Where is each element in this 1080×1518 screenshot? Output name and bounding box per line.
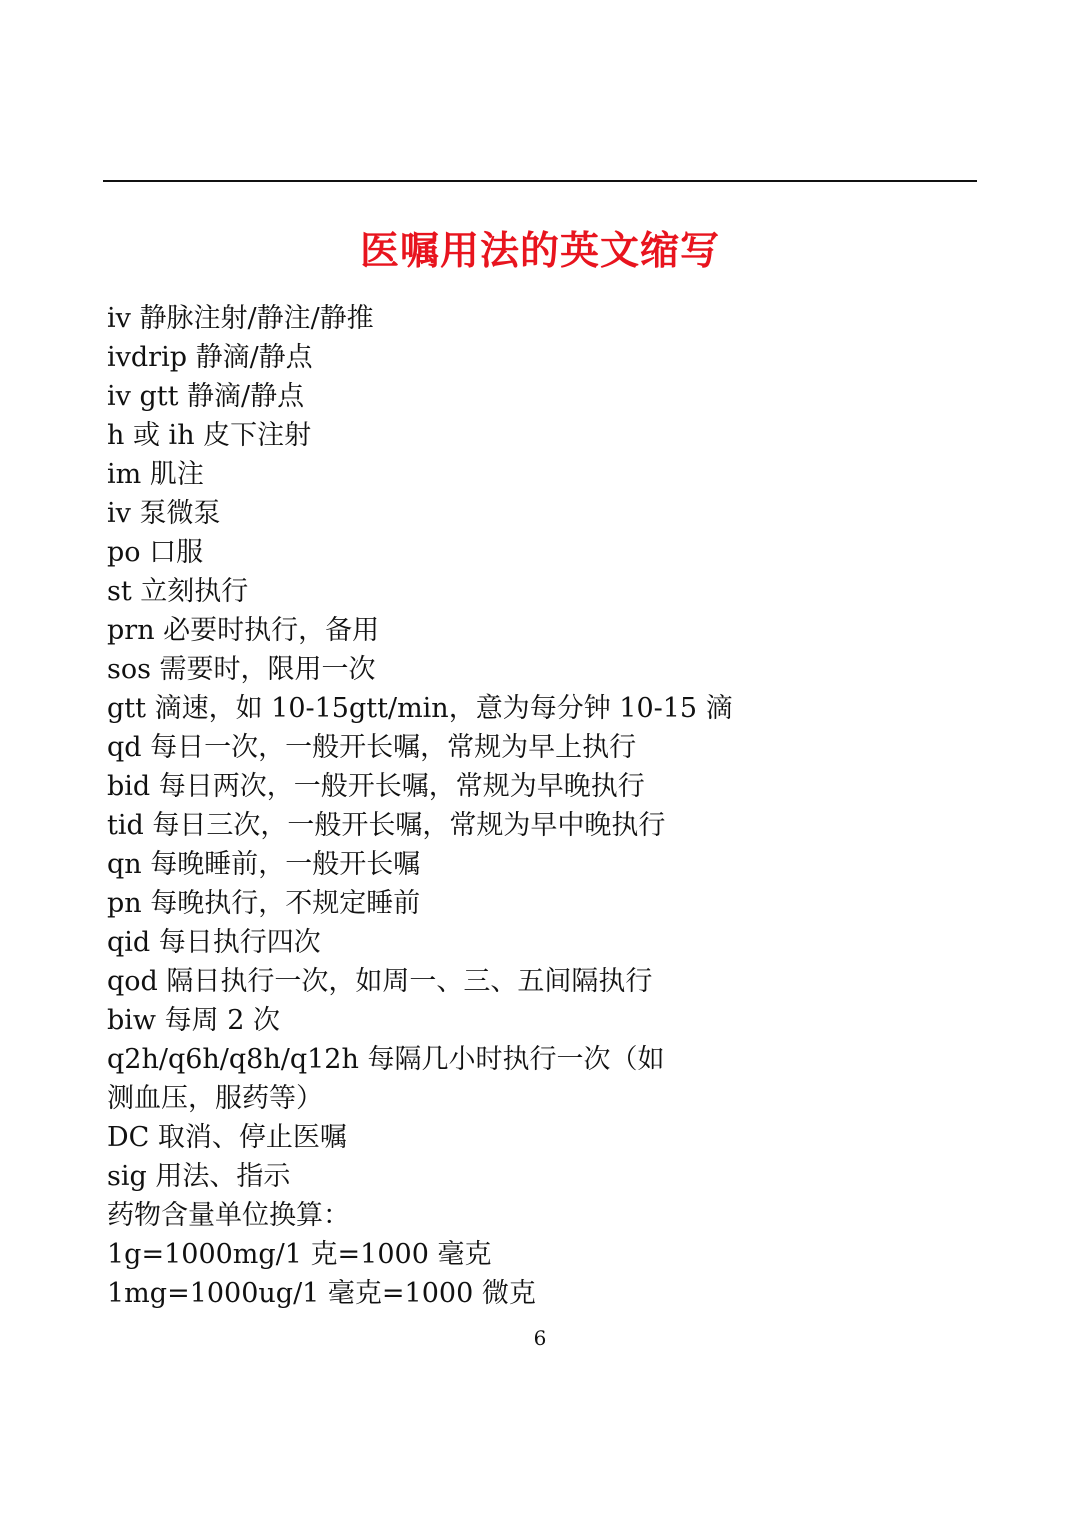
list-line: q2h/q6h/q8h/q12h 每隔几小时执行一次（如 (107, 1044, 665, 1075)
page-number: 6 (533, 1326, 547, 1350)
abbreviation-list (107, 299, 977, 1313)
list-line: po 口服 (107, 537, 204, 568)
list-line: gtt 滴速，如 10-15gtt/min，意为每分钟 10-15 滴 (107, 693, 733, 724)
list-line: 测血压，服药等） (107, 1083, 323, 1114)
list-line: sig 用法、指示 (107, 1161, 291, 1192)
list-line: qod 隔日执行一次，如周一、三、五间隔执行 (107, 966, 653, 997)
header-rule (103, 180, 977, 182)
list-line: pn 每晚执行，不规定睡前 (107, 888, 421, 919)
list-line: 1mg=1000ug/1 毫克=1000 微克 (107, 1278, 536, 1309)
list-line: 1g=1000mg/1 克=1000 毫克 (107, 1239, 492, 1270)
list-line: st 立刻执行 (107, 576, 249, 607)
list-line: iv gtt 静滴/静点 (107, 381, 305, 412)
list-line: im 肌注 (107, 459, 204, 490)
list-line: qid 每日执行四次 (107, 927, 321, 958)
list-line: 药物含量单位换算： (107, 1200, 350, 1231)
list-line: qd 每日一次，一般开长嘱，常规为早上执行 (107, 732, 637, 763)
list-line: iv 静脉注射/静注/静推 (107, 303, 374, 334)
page-title: 医嘱用法的英文缩写 (359, 229, 720, 274)
list-line: ivdrip 静滴/静点 (107, 342, 313, 373)
list-line: tid 每日三次，一般开长嘱，常规为早中晚执行 (107, 810, 666, 841)
list-line: h 或 ih 皮下注射 (107, 420, 312, 451)
list-line: qn 每晚睡前，一般开长嘱 (107, 849, 421, 880)
list-line: bid 每日两次，一般开长嘱，常规为早晚执行 (107, 771, 645, 802)
list-line: DC 取消、停止医嘱 (107, 1122, 347, 1153)
list-line: biw 每周 2 次 (107, 1005, 280, 1036)
list-line: iv 泵微泵 (107, 498, 221, 529)
list-line: sos 需要时，限用一次 (107, 654, 376, 685)
list-line: prn 必要时执行，备用 (107, 615, 380, 646)
